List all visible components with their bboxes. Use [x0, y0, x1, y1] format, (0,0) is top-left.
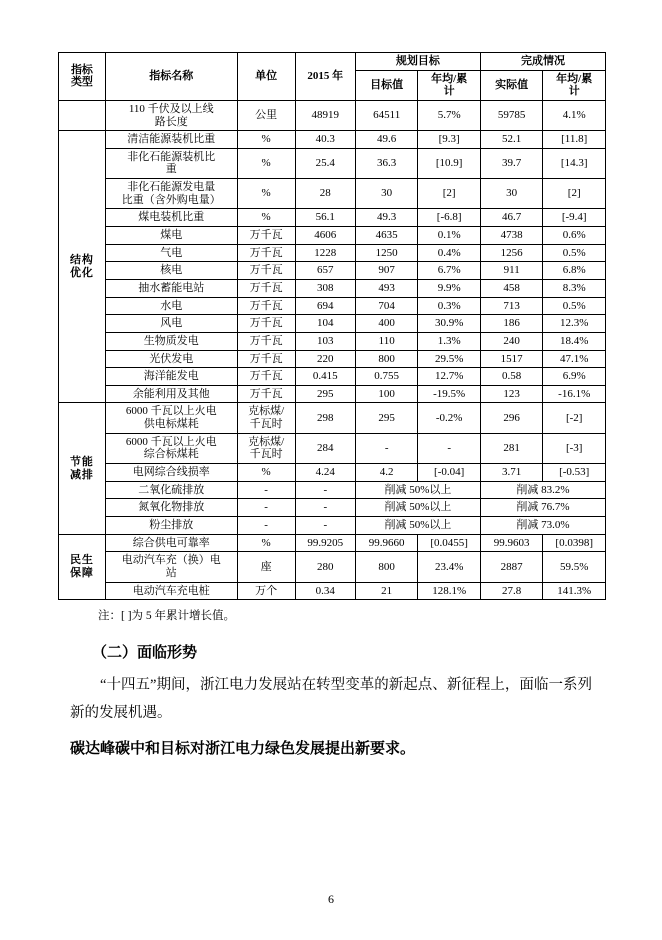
row-name: 风电	[105, 315, 237, 333]
row-done-rate: 6.9%	[543, 368, 606, 386]
row-name: 6000 千瓦以上火电 综合标煤耗	[105, 433, 237, 463]
row-done-rate: [-2]	[543, 403, 606, 433]
row-name: 核电	[105, 262, 237, 280]
row-done-actual: 39.7	[480, 148, 543, 178]
table-row	[59, 433, 606, 463]
row-2015: 295	[295, 385, 355, 403]
row-2015: 694	[295, 297, 355, 315]
row-unit: %	[237, 534, 295, 552]
row-name: 余能利用及其他	[105, 385, 237, 403]
row-plan-rate: [9.3]	[418, 131, 481, 149]
header-done-rate-line1: 年均/累	[556, 72, 593, 85]
header-plan-target: 目标值	[355, 70, 418, 100]
row-plan-target: 400	[355, 315, 418, 333]
row-unit: 公里	[237, 100, 295, 130]
row-plan-rate: 12.7%	[418, 368, 481, 386]
row-2015: 28	[295, 179, 355, 209]
row-unit: -	[237, 516, 295, 534]
group-structure: 结构 优化	[59, 131, 106, 403]
row-done-span: 削减 76.7%	[480, 499, 605, 517]
row-done-rate: [-3]	[543, 433, 606, 463]
table-row	[59, 368, 606, 386]
row-unit: %	[237, 148, 295, 178]
header-name: 指标名称	[105, 53, 237, 101]
row-unit: %	[237, 464, 295, 482]
row-done-actual: 458	[480, 279, 543, 297]
row-2015: 220	[295, 350, 355, 368]
table-row	[59, 332, 606, 350]
row-unit: %	[237, 209, 295, 227]
row-unit: -	[237, 499, 295, 517]
row-2015: -	[295, 499, 355, 517]
row-plan-rate: 29.5%	[418, 350, 481, 368]
row-done-rate: 18.4%	[543, 332, 606, 350]
row-unit: 万千瓦	[237, 279, 295, 297]
paragraph-2: 碳达峰碳中和目标对浙江电力绿色发展提出新要求。	[70, 741, 416, 758]
row-plan-target: 49.6	[355, 131, 418, 149]
row-unit: 万千瓦	[237, 315, 295, 333]
row-done-actual: 52.1	[480, 131, 543, 149]
row-name: 海洋能发电	[105, 368, 237, 386]
row-plan-target: 800	[355, 350, 418, 368]
row-unit: 万千瓦	[237, 227, 295, 245]
row-plan-target: 36.3	[355, 148, 418, 178]
header-plan-rate	[418, 70, 481, 100]
row-plan-rate: 0.4%	[418, 244, 481, 262]
row-done-actual: 1256	[480, 244, 543, 262]
row-done-span: 削减 73.0%	[480, 516, 605, 534]
row-done-rate: 0.5%	[543, 244, 606, 262]
row-done-rate: [0.0398]	[543, 534, 606, 552]
row-name: 二氧化硫排放	[105, 481, 237, 499]
table-row	[59, 534, 606, 552]
header-done-rate	[543, 70, 606, 100]
row-done-rate: 4.1%	[543, 100, 606, 130]
row-unit: %	[237, 131, 295, 149]
row-done-rate: 47.1%	[543, 350, 606, 368]
table-row	[59, 499, 606, 517]
row-2015: 4.24	[295, 464, 355, 482]
row-plan-span: 削减 50%以上	[355, 516, 480, 534]
row-done-rate: [2]	[543, 179, 606, 209]
row-plan-rate: -0.2%	[418, 403, 481, 433]
row-plan-rate: 23.4%	[418, 552, 481, 582]
row-plan-span: 削减 50%以上	[355, 481, 480, 499]
row-done-rate: 8.3%	[543, 279, 606, 297]
table-note: 注：[ ]为 5 年累计增长值。	[98, 610, 236, 623]
row-name: 气电	[105, 244, 237, 262]
row-2015: 280	[295, 552, 355, 582]
row-done-actual: 2887	[480, 552, 543, 582]
row-name: 清洁能源装机比重	[105, 131, 237, 149]
table-row	[59, 481, 606, 499]
row-name: 6000 千瓦以上火电 供电标煤耗	[105, 403, 237, 433]
row-name: 电动汽车充（换）电 站	[105, 552, 237, 582]
row-unit: 座	[237, 552, 295, 582]
row-plan-span: 削减 50%以上	[355, 499, 480, 517]
row-done-actual: 27.8	[480, 582, 543, 600]
row-unit: 万千瓦	[237, 385, 295, 403]
row-done-span: 削减 83.2%	[480, 481, 605, 499]
row-done-actual: 911	[480, 262, 543, 280]
row-plan-rate: -19.5%	[418, 385, 481, 403]
page-number: 6	[328, 892, 334, 906]
row-plan-rate: -	[418, 433, 481, 463]
section-heading: （二）面临形势	[92, 645, 198, 662]
row-done-actual: 3.71	[480, 464, 543, 482]
row-unit: 万千瓦	[237, 368, 295, 386]
row-name: 氮氧化物排放	[105, 499, 237, 517]
row-name: 煤电装机比重	[105, 209, 237, 227]
row-2015: 40.3	[295, 131, 355, 149]
row-plan-target: 493	[355, 279, 418, 297]
row-name: 水电	[105, 297, 237, 315]
header-done-actual: 实际值	[480, 70, 543, 100]
header-year-2015: 2015 年	[295, 53, 355, 101]
row-done-rate: [14.3]	[543, 148, 606, 178]
row-2015: 48919	[295, 100, 355, 130]
row-done-rate: -16.1%	[543, 385, 606, 403]
row-unit: 克标煤/ 千瓦时	[237, 403, 295, 433]
row-plan-rate: [2]	[418, 179, 481, 209]
row-unit: 克标煤/ 千瓦时	[237, 433, 295, 463]
row-done-actual: 713	[480, 297, 543, 315]
table-row	[59, 315, 606, 333]
row-2015: 4606	[295, 227, 355, 245]
row-plan-target: 4.2	[355, 464, 418, 482]
row-done-rate: 141.3%	[543, 582, 606, 600]
row-plan-rate: 0.3%	[418, 297, 481, 315]
row-unit: 万千瓦	[237, 244, 295, 262]
row-group-blank	[59, 100, 106, 130]
row-name: 粉尘排放	[105, 516, 237, 534]
row-plan-target: 0.755	[355, 368, 418, 386]
row-done-rate: 0.5%	[543, 297, 606, 315]
row-done-actual: 240	[480, 332, 543, 350]
header-type	[59, 53, 106, 101]
group-livelihood: 民生 保障	[59, 534, 106, 600]
table-row	[59, 516, 606, 534]
row-2015: 99.9205	[295, 534, 355, 552]
row-name: 光伏发电	[105, 350, 237, 368]
row-done-rate: [-9.4]	[543, 209, 606, 227]
row-plan-target: 110	[355, 332, 418, 350]
row-plan-rate: 1.3%	[418, 332, 481, 350]
indicator-table	[58, 52, 606, 600]
row-plan-rate: 0.1%	[418, 227, 481, 245]
table-row	[59, 131, 606, 149]
table-row	[59, 297, 606, 315]
row-done-actual: 59785	[480, 100, 543, 130]
table-header-row-1	[59, 53, 606, 71]
row-done-actual: 30	[480, 179, 543, 209]
row-done-rate: 0.6%	[543, 227, 606, 245]
row-plan-target: 64511	[355, 100, 418, 130]
table-row	[59, 279, 606, 297]
header-type-line1: 指标	[70, 63, 93, 76]
row-done-actual: 46.7	[480, 209, 543, 227]
group-energy-saving: 节能 减排	[59, 403, 106, 534]
row-plan-rate: [-0.04]	[418, 464, 481, 482]
row-plan-target: -	[355, 433, 418, 463]
header-type-line2: 类型	[70, 76, 93, 89]
row-plan-target: 100	[355, 385, 418, 403]
row-2015: 25.4	[295, 148, 355, 178]
row-done-rate: [-0.53]	[543, 464, 606, 482]
row-2015: 284	[295, 433, 355, 463]
row-plan-rate: 30.9%	[418, 315, 481, 333]
row-plan-target: 907	[355, 262, 418, 280]
table-row	[59, 385, 606, 403]
row-2015: 104	[295, 315, 355, 333]
row-done-rate: 59.5%	[543, 552, 606, 582]
row-done-actual: 186	[480, 315, 543, 333]
row-plan-rate: [10.9]	[418, 148, 481, 178]
header-plan-rate-line2: 计	[443, 85, 455, 98]
header-done-rate-line2: 计	[568, 85, 580, 98]
table-row	[59, 148, 606, 178]
row-2015: 1228	[295, 244, 355, 262]
row-unit: 万千瓦	[237, 297, 295, 315]
header-plan-rate-line1: 年均/累	[431, 72, 468, 85]
row-plan-rate: 9.9%	[418, 279, 481, 297]
table-row	[59, 209, 606, 227]
row-unit: -	[237, 481, 295, 499]
row-name: 电网综合线损率	[105, 464, 237, 482]
header-plan-group: 规划目标	[355, 53, 480, 71]
table-row	[59, 227, 606, 245]
row-2015: 103	[295, 332, 355, 350]
row-plan-rate: 5.7%	[418, 100, 481, 130]
row-2015: 298	[295, 403, 355, 433]
paragraph-1: “十四五”期间，浙江电力发展站在转型变革的新起点、新征程上，面临一系列新的发展机遇。	[70, 677, 592, 721]
row-done-actual: 123	[480, 385, 543, 403]
row-plan-rate: 6.7%	[418, 262, 481, 280]
row-plan-rate: 128.1%	[418, 582, 481, 600]
row-plan-target: 4635	[355, 227, 418, 245]
table-row	[59, 464, 606, 482]
row-plan-target: 800	[355, 552, 418, 582]
row-done-actual: 281	[480, 433, 543, 463]
row-2015: 308	[295, 279, 355, 297]
row-done-rate: [11.8]	[543, 131, 606, 149]
row-unit: 万千瓦	[237, 262, 295, 280]
row-name: 煤电	[105, 227, 237, 245]
row-2015: 0.34	[295, 582, 355, 600]
row-done-actual: 0.58	[480, 368, 543, 386]
table-row	[59, 179, 606, 209]
row-done-rate: 12.3%	[543, 315, 606, 333]
row-plan-rate: [-6.8]	[418, 209, 481, 227]
row-plan-target: 49.3	[355, 209, 418, 227]
row-unit: 万千瓦	[237, 350, 295, 368]
row-2015: 657	[295, 262, 355, 280]
header-unit: 单位	[237, 53, 295, 101]
row-name: 非化石能源装机比 重	[105, 148, 237, 178]
row-name: 电动汽车充电桩	[105, 582, 237, 600]
table-row	[59, 403, 606, 433]
header-done-group: 完成情况	[480, 53, 605, 71]
row-plan-target: 21	[355, 582, 418, 600]
row-plan-target: 1250	[355, 244, 418, 262]
row-done-actual: 296	[480, 403, 543, 433]
table-row	[59, 244, 606, 262]
row-2015: 0.415	[295, 368, 355, 386]
row-plan-target: 30	[355, 179, 418, 209]
row-name: 生物质发电	[105, 332, 237, 350]
row-unit: 万千瓦	[237, 332, 295, 350]
row-done-rate: 6.8%	[543, 262, 606, 280]
row-unit: 万个	[237, 582, 295, 600]
table-row	[59, 582, 606, 600]
row-plan-target: 704	[355, 297, 418, 315]
row-2015: 56.1	[295, 209, 355, 227]
row-done-actual: 4738	[480, 227, 543, 245]
row-done-actual: 1517	[480, 350, 543, 368]
row-plan-target: 99.9660	[355, 534, 418, 552]
row-plan-target: 295	[355, 403, 418, 433]
row-2015: -	[295, 516, 355, 534]
table-row	[59, 100, 606, 130]
row-name: 非化石能源发电量 比重（含外购电量）	[105, 179, 237, 209]
table-row	[59, 350, 606, 368]
row-plan-rate: [0.0455]	[418, 534, 481, 552]
row-name: 综合供电可靠率	[105, 534, 237, 552]
row-name: 110 千伏及以上线 路长度	[105, 100, 237, 130]
table-row	[59, 262, 606, 280]
row-name: 抽水蓄能电站	[105, 279, 237, 297]
row-done-actual: 99.9603	[480, 534, 543, 552]
table-row	[59, 552, 606, 582]
row-2015: -	[295, 481, 355, 499]
row-unit: %	[237, 179, 295, 209]
